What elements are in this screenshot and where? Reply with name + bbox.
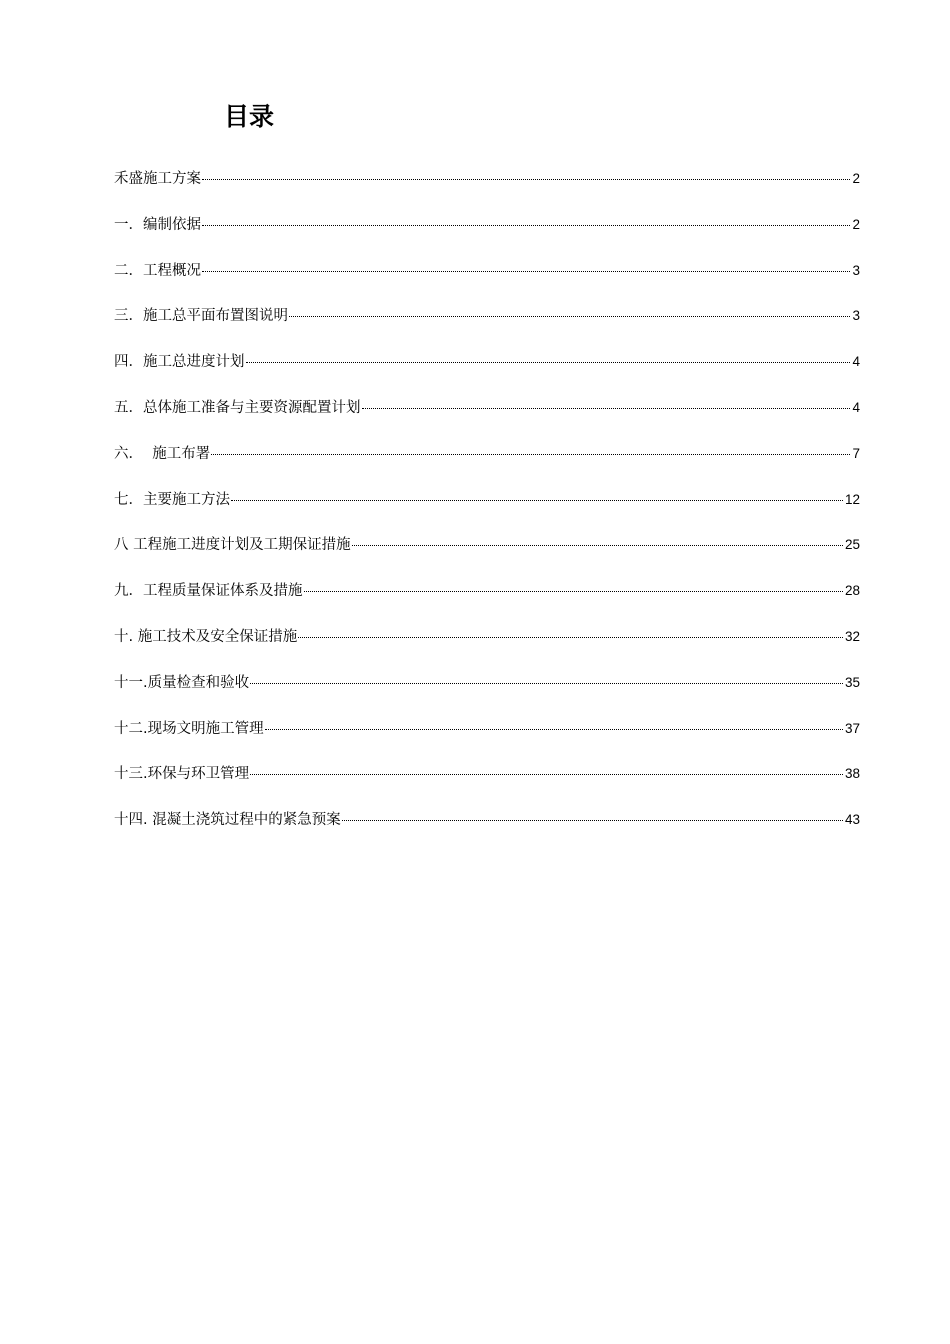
toc-dot-leader [202, 270, 850, 272]
toc-entry[interactable] [114, 167, 860, 213]
toc-entry-page-number: 3 [852, 262, 860, 278]
toc-entry[interactable] [114, 304, 860, 350]
toc-entry[interactable] [114, 442, 860, 488]
toc-entry[interactable] [114, 671, 860, 717]
toc-dot-leader [298, 636, 843, 638]
toc-dot-leader [202, 178, 850, 180]
toc-entry[interactable] [114, 396, 860, 442]
toc-dot-leader [342, 819, 843, 821]
toc-entry-label: 五．总体施工准备与主要资源配置计划 [114, 399, 361, 416]
toc-entry-page-number: 12 [844, 491, 860, 507]
toc-entry-label: 四．施工总进度计划 [114, 354, 245, 371]
toc-entry-page-number: 38 [844, 766, 860, 782]
toc-list [114, 167, 860, 854]
toc-dot-leader [352, 544, 843, 546]
toc-entry-label: 八 工程施工进度计划及工期保证措施 [114, 537, 351, 554]
toc-entry-label: 十二.现场文明施工管理 [114, 720, 264, 737]
toc-entry-page-number: 7 [852, 445, 860, 461]
toc-title: 目录 [224, 102, 275, 131]
toc-dot-leader [246, 361, 851, 363]
toc-entry-label: 二．工程概况 [114, 262, 201, 279]
toc-dot-leader [250, 682, 843, 684]
toc-entry-label: 禾盛施工方案 [114, 171, 201, 187]
toc-entry-label: 九．工程质量保证体系及措施 [114, 583, 303, 600]
toc-dot-leader [304, 590, 843, 592]
toc-entry-label: 六． 施工布署 [114, 445, 211, 462]
toc-dot-leader [231, 499, 843, 501]
toc-entry[interactable] [114, 762, 860, 808]
toc-entry-label: 十一.质量检查和验收 [114, 674, 250, 691]
toc-entry-label: 十. 施工技术及安全保证措施 [114, 628, 298, 645]
toc-entry-page-number: 3 [852, 308, 860, 324]
toc-dot-leader [250, 773, 843, 775]
toc-entry-page-number: 28 [844, 583, 860, 599]
toc-entry-page-number: 35 [844, 674, 860, 690]
toc-entry[interactable] [114, 717, 860, 763]
toc-entry-label: 七．主要施工方法 [114, 491, 230, 508]
toc-entry[interactable] [114, 625, 860, 671]
toc-entry-label: 十四. 混凝土浇筑过程中的紧急预案 [114, 812, 341, 829]
toc-dot-leader [211, 453, 850, 455]
toc-entry[interactable] [114, 259, 860, 305]
toc-entry-page-number: 2 [852, 216, 860, 232]
toc-dot-leader [362, 407, 851, 409]
toc-entry[interactable] [114, 350, 860, 396]
toc-entry-page-number: 2 [852, 171, 860, 186]
toc-entry-label: 十三.环保与环卫管理 [114, 766, 250, 783]
toc-entry-page-number: 4 [852, 354, 860, 370]
toc-entry-page-number: 32 [844, 628, 860, 644]
toc-entry[interactable] [114, 579, 860, 625]
toc-entry[interactable] [114, 533, 860, 579]
toc-dot-leader [202, 224, 850, 226]
toc-entry[interactable] [114, 808, 860, 854]
toc-entry[interactable] [114, 213, 860, 259]
toc-entry-page-number: 43 [844, 812, 860, 828]
toc-entry-page-number: 25 [844, 537, 860, 553]
toc-dot-leader [289, 315, 850, 317]
toc-dot-leader [265, 728, 843, 730]
toc-entry-label: 一．编制依据 [114, 216, 201, 233]
toc-entry[interactable] [114, 488, 860, 534]
toc-entry-label: 三．施工总平面布置图说明 [114, 308, 288, 325]
toc-entry-page-number: 4 [852, 399, 860, 415]
toc-entry-page-number: 37 [844, 720, 860, 736]
